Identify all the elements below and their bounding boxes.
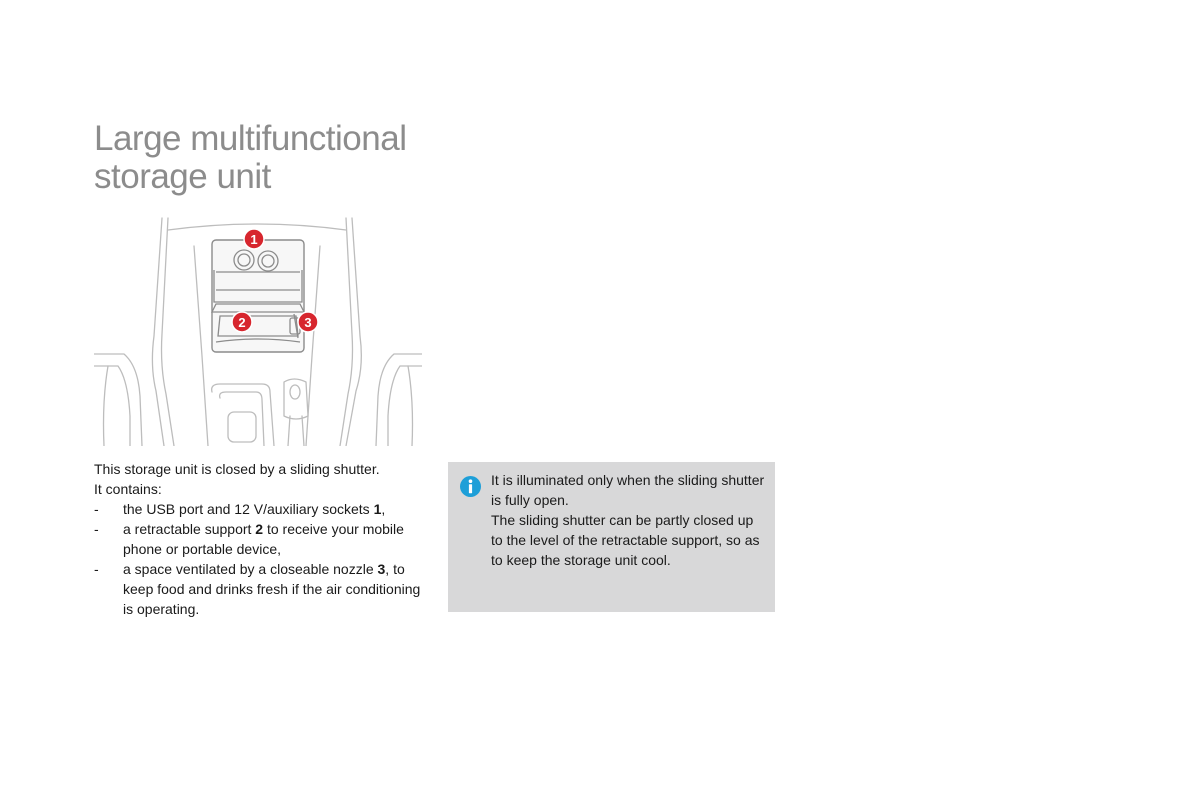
list-item-text: a retractable support (123, 521, 256, 537)
info-paragraph-2: The sliding shutter can be partly closed up to the level of the retractable support, so as to keep the storage unit cool. (491, 512, 760, 568)
callout-2-marker (232, 312, 252, 332)
list-item (94, 519, 424, 559)
list-item-ref: 3 (377, 561, 386, 577)
callout-1-marker (244, 229, 264, 249)
intro-line-2: It contains: (94, 481, 162, 497)
list-item-tail: , to keep food and drinks fresh if the air conditioning is operating. (123, 561, 421, 617)
list-item-tail: , (381, 501, 386, 517)
list-item-ref: 2 (255, 521, 264, 537)
list-item (94, 559, 424, 619)
list-item (94, 499, 424, 519)
info-icon (460, 476, 481, 497)
list-bullet: - (94, 561, 99, 577)
callout-3-label: 3 (304, 315, 312, 330)
list-item-text: the USB port and 12 V/auxiliary sockets (123, 501, 374, 517)
callout-2-label: 2 (238, 315, 246, 330)
list-item-tail: to receive your mobile phone or portable device, (123, 521, 404, 557)
storage-unit-illustration (94, 216, 422, 446)
list-item-ref: 1 (373, 501, 382, 517)
list-bullet: - (94, 501, 99, 517)
description (94, 459, 424, 619)
info-note-text (491, 470, 766, 570)
page-title: Large multifunctional storage unit (94, 119, 407, 196)
contents-list (94, 499, 424, 619)
intro-line-1: This storage unit is closed by a sliding shutter. (94, 461, 380, 477)
info-note-box (448, 462, 775, 612)
info-paragraph-1: It is illuminated only when the sliding shutter is fully open. (491, 472, 765, 508)
list-bullet: - (94, 521, 99, 537)
callout-3-marker (298, 312, 318, 332)
list-item-text: a space ventilated by a closeable nozzle (123, 561, 378, 577)
callout-1-label: 1 (250, 232, 258, 247)
